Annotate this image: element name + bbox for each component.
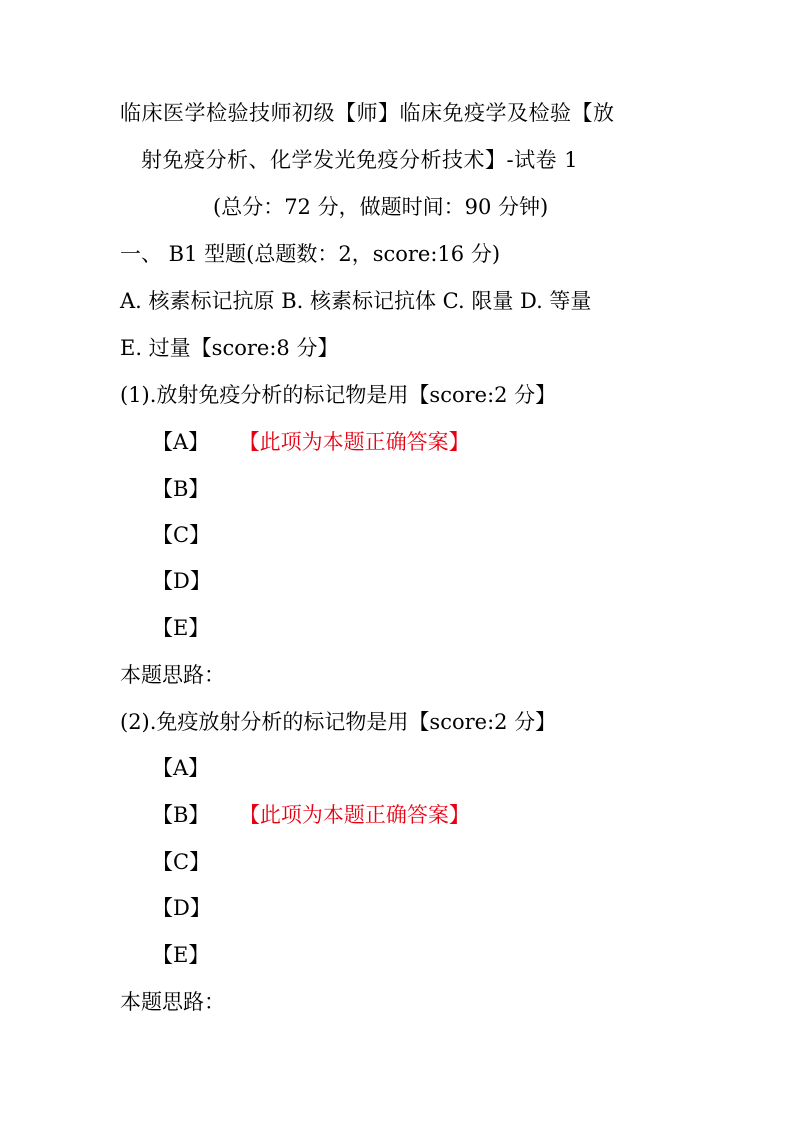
question-1-stem: (1).放射免疫分析的标记物是用【score:2 分】 bbox=[120, 383, 557, 407]
question-2-analysis-label: 本题思路： bbox=[120, 990, 225, 1014]
section-heading: 一、 B1 型题(总题数：2，score:16 分) bbox=[120, 242, 501, 266]
question-1-option-a bbox=[152, 428, 470, 456]
option-label: 【B】 bbox=[152, 803, 210, 827]
question-1-analysis-label: 本题思路： bbox=[120, 663, 225, 687]
question-1-option-c: 【C】 bbox=[152, 523, 211, 547]
question-2-option-e: 【E】 bbox=[152, 943, 210, 967]
question-2-stem: (2).免疫放射分析的标记物是用【score:2 分】 bbox=[120, 710, 557, 734]
correct-answer-marker: 【此项为本题正确答案】 bbox=[249, 430, 470, 454]
shared-options-line-2: E. 过量【score:8 分】 bbox=[120, 336, 339, 360]
exam-title-line-1: 临床医学检验技师初级【师】临床免疫学及检验【放 bbox=[120, 101, 615, 125]
question-2-option-c: 【C】 bbox=[152, 850, 211, 874]
exam-score-time: (总分：72 分，做题时间：90 分钟) bbox=[213, 195, 549, 219]
question-2-option-a: 【A】 bbox=[152, 756, 210, 780]
correct-answer-marker: 【此项为本题正确答案】 bbox=[249, 803, 470, 827]
question-1-option-d: 【D】 bbox=[152, 569, 211, 593]
exam-title-line-2: 射免疫分析、化学发光免疫分析技术】-试卷 1 bbox=[141, 148, 579, 172]
question-1-option-b: 【B】 bbox=[152, 477, 210, 501]
question-2-option-b bbox=[152, 801, 470, 829]
shared-options-line-1: A. 核素标记抗原 B. 核素标记抗体 C. 限量 D. 等量 bbox=[120, 289, 592, 313]
question-1-option-e: 【E】 bbox=[152, 616, 210, 640]
question-2-option-d: 【D】 bbox=[152, 896, 211, 920]
option-label: 【A】 bbox=[152, 430, 210, 454]
